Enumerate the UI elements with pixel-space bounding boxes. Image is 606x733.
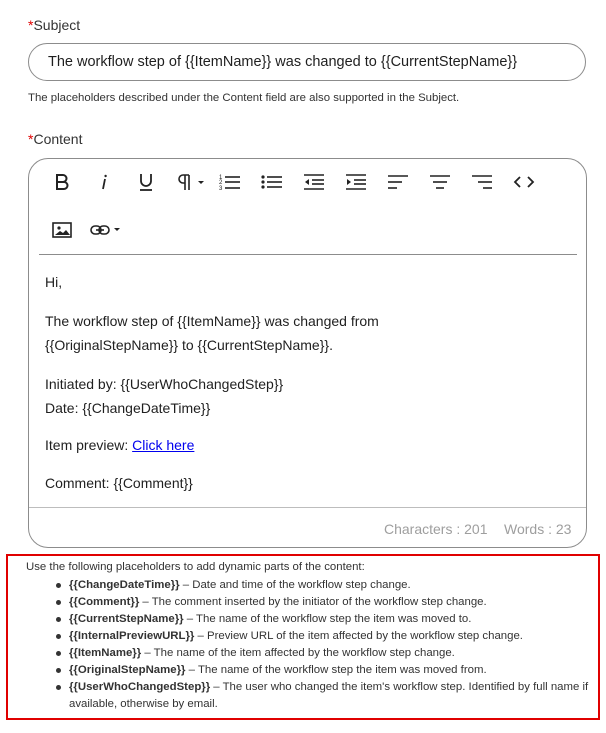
placeholder-name: {{CurrentStepName}}: [69, 613, 184, 625]
footer-divider: [29, 507, 586, 508]
align-left-icon[interactable]: [385, 169, 411, 195]
content-label-text: Content: [33, 131, 83, 147]
svg-text:1: 1: [219, 175, 223, 181]
item-preview-link[interactable]: Click here: [132, 437, 195, 453]
svg-text:2: 2: [219, 180, 223, 186]
outdent-icon[interactable]: [301, 169, 327, 195]
list-item: [56, 628, 591, 645]
placeholders-intro: Use the following placeholders to add dynamic parts of the content:: [26, 561, 365, 573]
item-preview-label: Item preview:: [45, 437, 133, 453]
placeholder-list: [56, 577, 591, 713]
list-item: [56, 577, 591, 594]
bulleted-list-icon[interactable]: [259, 169, 285, 195]
required-mark: *: [28, 17, 34, 33]
toolbar-divider: [39, 254, 577, 255]
placeholder-name: {{ItemName}}: [69, 647, 142, 659]
body-item-preview: [45, 434, 194, 456]
align-right-icon[interactable]: [469, 169, 495, 195]
placeholder-desc: – Preview URL of the item affected by the workflow step change.: [194, 630, 523, 642]
body-date: Date: {{ChangeDateTime}}: [45, 400, 211, 416]
paragraph-icon[interactable]: [173, 169, 209, 195]
word-count: Words : 23: [504, 521, 572, 537]
svg-text:3: 3: [219, 186, 223, 191]
align-center-icon[interactable]: [427, 169, 453, 195]
list-item: [56, 662, 591, 679]
content-label: [28, 131, 83, 147]
placeholder-name: {{Comment}}: [69, 596, 140, 608]
numbered-list-icon[interactable]: [217, 169, 243, 195]
body-comment: Comment: {{Comment}}: [45, 475, 193, 491]
placeholder-desc: – Date and time of the workflow step change.: [179, 579, 411, 591]
italic-icon[interactable]: [91, 169, 117, 195]
subject-hint: The placeholders described under the Content field are also supported in the Subject.: [28, 92, 460, 104]
list-item: [56, 594, 591, 611]
body-greeting: Hi,: [45, 274, 63, 290]
body-line-1: The workflow step of {{ItemName}} was changed from: [45, 313, 379, 329]
subject-label-text: Subject: [33, 17, 81, 33]
body-line-2: {{OriginalStepName}} to {{CurrentStepName}}.: [45, 337, 333, 353]
indent-icon[interactable]: [343, 169, 369, 195]
list-item: [56, 679, 591, 713]
subject-label: [28, 17, 80, 33]
placeholder-desc: – The comment inserted by the initiator of the workflow step change.: [139, 596, 487, 608]
required-mark: *: [28, 131, 34, 147]
placeholder-name: {{InternalPreviewURL}}: [69, 630, 195, 642]
link-icon[interactable]: [89, 217, 125, 243]
placeholder-desc: – The name of the workflow step the item was moved to.: [183, 613, 472, 625]
list-item: [56, 645, 591, 662]
body-initiated-by: Initiated by: {{UserWhoChangedStep}}: [45, 376, 284, 392]
placeholder-desc: – The name of the workflow step the item was moved from.: [185, 664, 487, 676]
placeholder-desc: – The user who changed the item's workflow step. Identified by full name if available, otherwise by email.: [69, 681, 589, 710]
character-count: Characters : 201: [384, 521, 488, 537]
placeholder-name: {{OriginalStepName}}: [69, 664, 186, 676]
placeholders-help: [6, 554, 600, 720]
subject-input[interactable]: [28, 43, 586, 81]
list-item: [56, 611, 591, 628]
underline-icon[interactable]: [133, 169, 159, 195]
code-icon[interactable]: [511, 169, 537, 195]
content-editor: [28, 158, 587, 548]
image-icon[interactable]: [49, 217, 75, 243]
placeholder-name: {{UserWhoChangedStep}}: [69, 681, 211, 693]
bold-icon[interactable]: [49, 169, 75, 195]
placeholder-name: {{ChangeDateTime}}: [69, 579, 180, 591]
placeholder-desc: – The name of the item affected by the workflow step change.: [141, 647, 455, 659]
